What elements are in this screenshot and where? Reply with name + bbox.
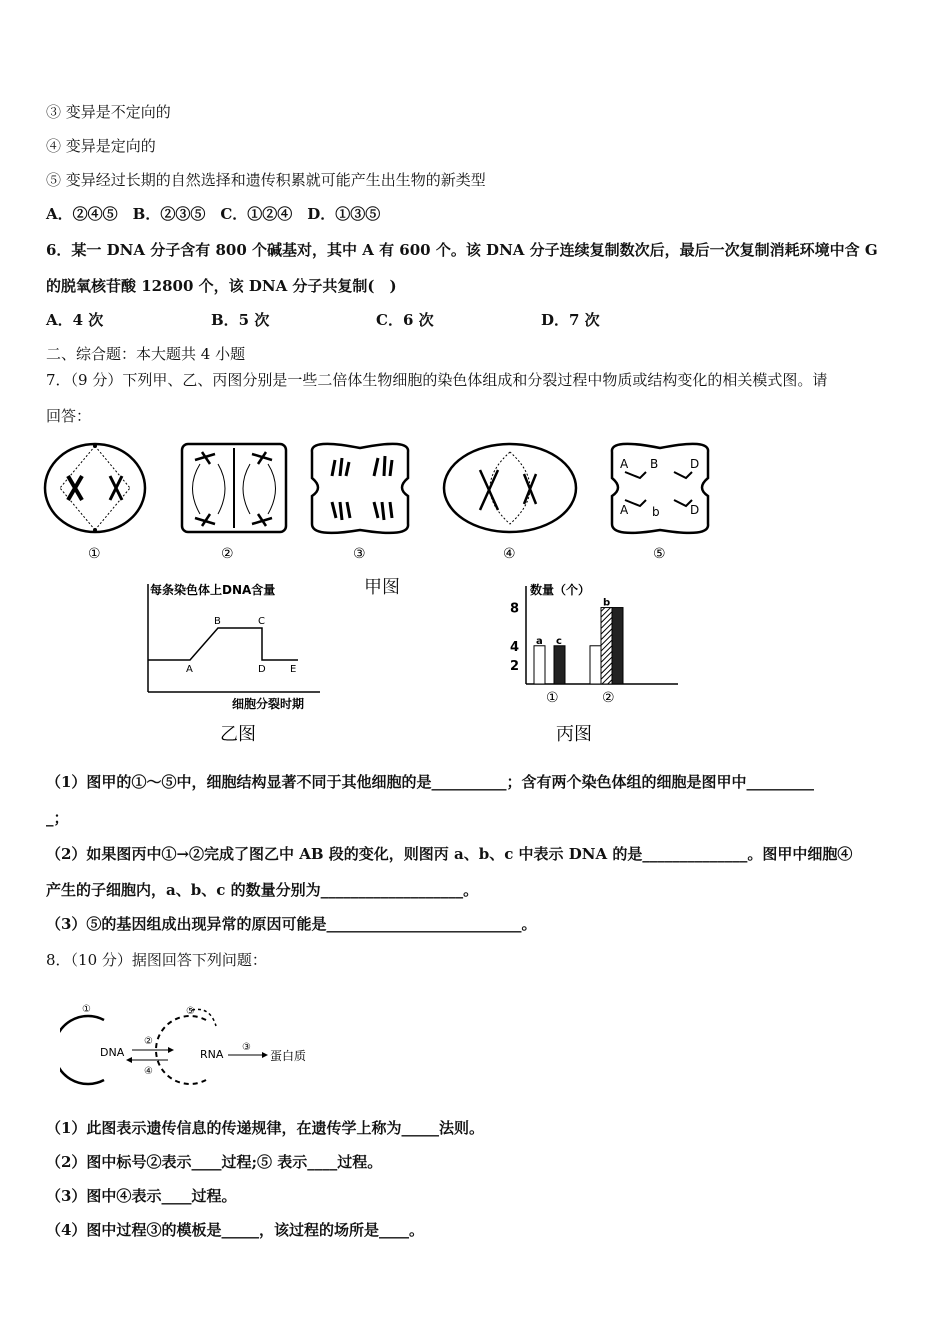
- bar-a-1: [534, 646, 545, 684]
- q6-stem-1: 6．某一 DNA 分子含有 800 个碱基对，其中 A 有 600 个。该 DNA 分子连续复制数次后，最后一次复制消耗环境中含 G: [46, 241, 878, 259]
- gene-top-b: B: [650, 457, 659, 471]
- jia-title: 甲图: [364, 577, 400, 598]
- yi-point-e: E: [290, 664, 297, 675]
- gene-top-a: A: [620, 457, 629, 471]
- cell-2: [182, 444, 286, 532]
- bing-ylabel: 数量（个）: [530, 583, 591, 597]
- rna-label: RNA: [200, 1048, 224, 1061]
- cell-5: [612, 444, 708, 533]
- q8-sub4: （4）图中过程③的模板是_____，该过程的场所是____。: [46, 1221, 424, 1239]
- q7-sub2-a: （2）如果图丙中①→②完成了图乙中 AB 段的变化，则图丙 a、b、c 中表示 DNA 的是______________。图甲中细胞④: [46, 845, 853, 863]
- bing-category-2: ②: [602, 690, 615, 706]
- bing-ytick-2: 2: [510, 658, 520, 674]
- bar-a-2: [590, 646, 601, 684]
- q5-choices: A．②④⑤ B．②③⑤ C．①②④ D．①③⑤: [46, 205, 381, 223]
- q8-sub3: （3）图中④表示____过程。: [46, 1187, 237, 1205]
- q8-sub2: （2）图中标号②表示____过程;⑤ 表示____过程。: [46, 1153, 383, 1171]
- q6-option-c: C．6 次: [376, 311, 434, 329]
- bar-label-a-1: a: [536, 635, 543, 647]
- figure-yi-graph: [140, 576, 340, 748]
- yi-point-d: D: [258, 664, 266, 675]
- mark-5: ⑤: [186, 1006, 195, 1017]
- q7-sub1-b: _；: [46, 809, 69, 827]
- replication-arc: [60, 1016, 104, 1084]
- yi-xlabel: 细胞分裂时期: [232, 697, 305, 711]
- mark-1: ①: [82, 1004, 91, 1015]
- section-2-heading: 二、综合题：本大题共 4 小题: [46, 345, 246, 363]
- gene-bottom-b: b: [652, 505, 660, 519]
- yi-point-b: B: [214, 616, 221, 627]
- yi-point-c: C: [258, 616, 265, 627]
- cell-1: [45, 444, 145, 532]
- option-line-5: ⑤ 变异经过长期的自然选择和遗传积累就可能产生出生物的新类型: [46, 171, 486, 189]
- bar-c-2: [612, 608, 623, 684]
- q7-stem-1: 7．（9 分）下列甲、乙、丙图分别是一些二倍体生物细胞的染色体组成和分裂过程中物质或结构变化的相关模式图。请: [46, 371, 828, 389]
- gene-top-d: D: [690, 457, 700, 471]
- protein-label: 蛋白质: [270, 1049, 307, 1063]
- q6-option-d: D．7 次: [541, 311, 600, 329]
- figure-bing-chart: [500, 576, 690, 748]
- q8-stem: 8．（10 分）据图回答下列问题：: [46, 951, 267, 969]
- mark-2: ②: [144, 1036, 153, 1047]
- q6-option-a: A．4 次: [46, 311, 104, 329]
- cell-label-5: ⑤: [653, 546, 666, 562]
- bing-category-1: ①: [546, 690, 559, 706]
- cell-4: [444, 444, 576, 532]
- q6-option-b: B．5 次: [211, 311, 270, 329]
- bar-label-c-1: c: [556, 635, 562, 647]
- mark-4: ④: [144, 1066, 153, 1077]
- q7-sub3: （3）⑤的基因组成出现异常的原因可能是__________________________。: [46, 915, 537, 933]
- option-line-3: ③ 变异是不定向的: [46, 103, 171, 121]
- bar-c-1: [554, 646, 565, 684]
- q8-sub1: （1）此图表示遗传信息的传递规律，在遗传学上称为_____法则。: [46, 1119, 484, 1137]
- figure-jia-cells: [40, 438, 730, 568]
- bar-b-2: [601, 608, 612, 684]
- q7-sub1-a: （1）图甲的①～⑤中，细胞结构显著不同于其他细胞的是__________；含有两个染色体组的细胞是图甲中_________: [46, 773, 814, 791]
- q7-stem-2: 回答：: [46, 407, 92, 425]
- cell-label-3: ③: [353, 546, 366, 562]
- yi-ylabel: 每条染色体上DNA含量: [150, 583, 276, 597]
- bing-ytick-4: 4: [510, 639, 520, 655]
- cell-label-1: ①: [88, 546, 101, 562]
- q7-sub2-b: 产生的子细胞内，a、b、c 的数量分别为___________________。: [46, 881, 479, 899]
- yi-point-a: A: [186, 664, 193, 675]
- dna-label: DNA: [100, 1046, 125, 1059]
- bar-label-b-2: b: [603, 597, 611, 609]
- gene-bottom-a: A: [620, 503, 629, 517]
- mark-3: ③: [242, 1042, 251, 1053]
- figure-central-dogma: [60, 998, 320, 1098]
- bing-ytick-8: 8: [510, 601, 520, 617]
- option-line-4: ④ 变异是定向的: [46, 137, 156, 155]
- cell-3: [312, 444, 408, 533]
- bing-title: 丙图: [556, 724, 592, 745]
- cell-label-4: ④: [503, 546, 516, 562]
- gene-bottom-d: D: [690, 503, 700, 517]
- cell-label-2: ②: [221, 546, 234, 562]
- q6-stem-2: 的脱氧核苷酸 12800 个，该 DNA 分子共复制( ): [46, 277, 397, 295]
- yi-title: 乙图: [220, 724, 256, 745]
